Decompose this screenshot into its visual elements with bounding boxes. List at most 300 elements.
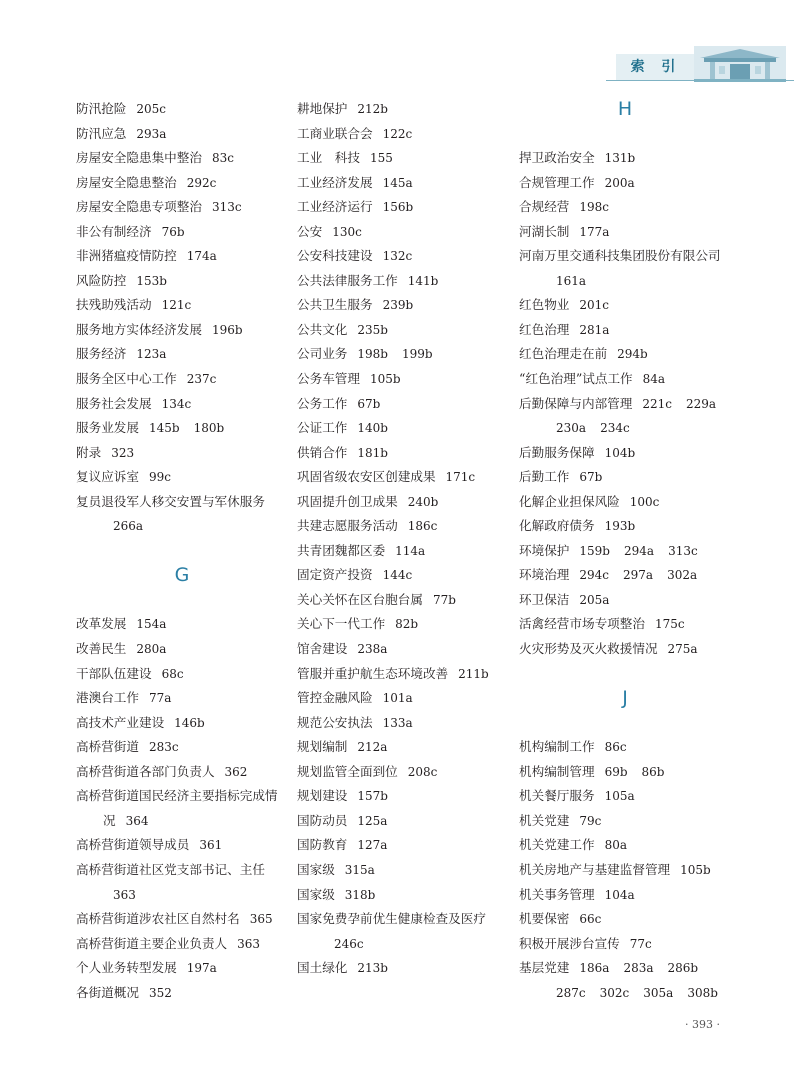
index-entry — [519, 932, 731, 957]
page-reference: 127a — [357, 838, 388, 853]
page-reference: 145b — [148, 421, 180, 436]
entry-term: 红色治理 — [519, 321, 570, 337]
index-entry — [297, 784, 509, 809]
page-reference: 101a — [382, 691, 413, 706]
index-entry — [297, 490, 509, 515]
entry-term: 机构编制工作 — [519, 739, 595, 755]
entry-term: 高桥营街道主要企业负责人 — [76, 935, 228, 951]
index-entry — [297, 293, 509, 318]
entry-term: 捍卫政治安全 — [519, 150, 595, 166]
index-entry — [519, 244, 731, 293]
entry-term: 高桥营街道社区党支部书记、主任 — [76, 861, 265, 877]
index-entry — [76, 956, 288, 981]
entry-term: 规范公安执法 — [297, 714, 373, 730]
page-reference: 365 — [249, 912, 273, 927]
page-reference: 130c — [332, 224, 362, 239]
page-reference: 308b — [687, 985, 718, 1000]
index-entry — [297, 244, 509, 269]
entry-term: 扶残助残活动 — [76, 297, 152, 313]
index-entry — [519, 907, 731, 932]
index-entry — [297, 735, 509, 760]
entry-term: 公安 — [297, 223, 323, 239]
index-entry — [76, 269, 288, 294]
entry-term: 工业经济发展 — [297, 174, 373, 190]
index-entry — [297, 858, 509, 883]
entry-term: 关心关怀在区台胞台属 — [297, 591, 423, 607]
page-reference: 266a — [113, 519, 144, 534]
index-entry — [297, 907, 509, 956]
page-reference: 315a — [344, 862, 375, 877]
index-entry — [519, 637, 731, 662]
page-reference: 66c — [579, 912, 602, 927]
index-column-2 — [297, 97, 509, 981]
page-reference: 237c — [186, 372, 217, 387]
entry-term: 供销合作 — [297, 444, 348, 460]
entry-term: 国土绿化 — [297, 960, 348, 976]
page-reference: 133a — [382, 715, 413, 730]
index-entry — [76, 195, 288, 220]
header-title: 索 引 — [630, 59, 682, 75]
page-reference: 122c — [382, 126, 413, 141]
page-reference: 159b — [579, 543, 610, 558]
index-entry — [519, 809, 731, 834]
page-reference: 146b — [174, 715, 205, 730]
index-entry — [297, 563, 509, 588]
page-reference: 105b — [369, 372, 401, 387]
entry-term: 房屋安全隐患集中整治 — [76, 150, 202, 166]
entry-term: 服务社会发展 — [76, 395, 152, 411]
entry-term: 复议应诉室 — [76, 469, 139, 485]
index-entry — [297, 342, 509, 367]
entry-term: 公共法律服务工作 — [297, 272, 398, 288]
index-entry — [519, 563, 731, 588]
entry-term: 高桥营街道国民经济主要指标完成情况 — [76, 788, 278, 828]
index-entry — [519, 883, 731, 908]
entry-term: 规划编制 — [297, 739, 348, 755]
entry-term: 房屋安全隐患专项整治 — [76, 199, 202, 215]
page-reference: 294c — [579, 568, 609, 583]
page-reference: 69b — [604, 764, 628, 779]
header-tab — [616, 54, 696, 80]
index-entry — [519, 833, 731, 858]
entry-term: 公共卫生服务 — [297, 297, 373, 313]
page-reference: 155 — [369, 151, 393, 166]
index-entry — [76, 367, 288, 392]
page-reference: 198b — [357, 347, 388, 362]
index-entry — [297, 637, 509, 662]
entry-term: 积极开展涉台宣传 — [519, 935, 620, 951]
page-reference: 153b — [136, 273, 167, 288]
page-reference: 193b — [604, 519, 636, 534]
index-entry — [519, 195, 731, 220]
page-reference: 177a — [579, 224, 610, 239]
page-reference: 229a — [685, 396, 717, 411]
page-reference: 105a — [604, 789, 635, 804]
index-entry — [76, 318, 288, 343]
index-entry — [519, 293, 731, 318]
index-entry — [76, 465, 288, 490]
entry-term: 国家免费孕前优生健康检查及医疗 — [297, 911, 486, 927]
page-reference: 82b — [395, 617, 419, 632]
page-reference: 77c — [629, 936, 652, 951]
index-entry — [519, 784, 731, 809]
entry-term: 公务车管理 — [297, 371, 360, 387]
page-reference: 318b — [344, 887, 376, 902]
entry-term: 服务全区中心工作 — [76, 371, 177, 387]
index-entry — [297, 539, 509, 564]
page-reference: 294b — [617, 347, 648, 362]
page-reference: 323 — [111, 445, 135, 460]
page-reference: 77b — [432, 592, 456, 607]
page-reference: 362 — [224, 764, 248, 779]
entry-term: 后勤保障与内部管理 — [519, 395, 633, 411]
page-reference: 201c — [579, 298, 609, 313]
page-reference: 208c — [407, 764, 438, 779]
entry-term: 后勤服务保障 — [519, 444, 595, 460]
index-entry — [297, 441, 509, 466]
page-reference: 313c — [211, 200, 242, 215]
index-entry — [76, 220, 288, 245]
index-entry — [519, 171, 731, 196]
page-reference: 230a — [556, 421, 587, 436]
page-reference: 240b — [407, 494, 439, 509]
entry-term: 机关党建工作 — [519, 837, 595, 853]
entry-term: 规划监管全面到位 — [297, 763, 398, 779]
index-entry — [519, 588, 731, 613]
page-reference: 213b — [357, 961, 388, 976]
index-entry — [76, 981, 288, 1006]
entry-term: 红色物业 — [519, 297, 570, 313]
entry-term: 机关事务管理 — [519, 886, 595, 902]
page-reference: 121c — [161, 298, 192, 313]
entry-term: 干部队伍建设 — [76, 665, 152, 681]
page-reference: 246c — [334, 936, 364, 951]
page-reference: 197a — [186, 961, 217, 976]
page-reference: 234c — [600, 421, 630, 436]
entry-term: 巩固省级农安区创建成果 — [297, 469, 436, 485]
page-reference: 157b — [357, 789, 388, 804]
page-reference: 125a — [357, 813, 388, 828]
page-reference: 186c — [407, 519, 438, 534]
entry-term: 服务经济 — [76, 346, 127, 362]
index-entry — [76, 907, 288, 932]
index-entry — [76, 392, 288, 417]
page-reference: 154a — [136, 617, 167, 632]
index-entry — [297, 588, 509, 613]
index-entry — [297, 686, 509, 711]
index-entry — [297, 883, 509, 908]
index-entry — [297, 809, 509, 834]
entry-term: 服务业发展 — [76, 420, 139, 436]
page-reference: 123a — [136, 347, 167, 362]
entry-term: 固定资产投资 — [297, 567, 373, 583]
index-entry — [519, 858, 731, 883]
page-reference: 287c — [556, 985, 586, 1000]
gate-illustration-icon — [694, 46, 786, 82]
page-number: · 393 · — [685, 1018, 720, 1031]
page-reference: 105b — [680, 862, 711, 877]
page-reference: 302a — [667, 568, 698, 583]
page-reference: 77a — [148, 691, 172, 706]
entry-term: 服务地方实体经济发展 — [76, 321, 202, 337]
page-reference: 302c — [599, 985, 630, 1000]
index-entry — [519, 465, 731, 490]
entry-term: 河南万里交通科技集团股份有限公司 — [519, 248, 721, 264]
index-entry — [76, 735, 288, 760]
index-entry — [297, 514, 509, 539]
index-entry — [297, 146, 509, 171]
entry-term: 共建志愿服务活动 — [297, 518, 398, 534]
index-entry — [76, 342, 288, 367]
entry-term: 工业 科技 — [297, 150, 360, 166]
entry-term: 河湖长制 — [519, 223, 570, 239]
entry-term: 机关房地产与基建监督管理 — [519, 861, 671, 877]
index-entry — [519, 318, 731, 343]
page-reference: 297a — [623, 568, 654, 583]
index-entry — [297, 367, 509, 392]
entry-term: 附录 — [76, 444, 102, 460]
index-entry — [297, 392, 509, 417]
entry-term: 高桥营街道涉农社区自然村名 — [76, 911, 240, 927]
entry-term: 复员退役军人移交安置与军休服务 — [76, 493, 265, 509]
entry-term: 共青团魏都区委 — [297, 542, 386, 558]
entry-term: 机要保密 — [519, 911, 570, 927]
index-entry — [297, 612, 509, 637]
page-reference: 363 — [237, 936, 261, 951]
page-reference: 292c — [186, 175, 217, 190]
entry-term: 火灾形势及灭火救援情况 — [519, 641, 658, 657]
entry-term: 非洲猪瘟疫情防控 — [76, 248, 177, 264]
page-reference: 104b — [604, 445, 636, 460]
page-reference: 156b — [382, 200, 414, 215]
running-header — [606, 46, 794, 84]
index-entry — [76, 416, 288, 441]
page-reference: 294a — [623, 543, 655, 558]
index-entry — [519, 760, 731, 785]
page-reference: 161a — [556, 273, 587, 288]
page-reference: 67b — [579, 470, 603, 485]
index-entry — [76, 171, 288, 196]
page-reference: 181b — [357, 445, 388, 460]
page-reference: 86c — [604, 740, 627, 755]
index-entry — [297, 760, 509, 785]
index-entry — [297, 833, 509, 858]
page-reference: 196b — [211, 322, 243, 337]
index-entry — [297, 956, 509, 981]
page-reference: 76b — [161, 224, 185, 239]
index-entry — [519, 539, 731, 564]
entry-term: 改善民生 — [76, 641, 127, 657]
page-reference: 361 — [199, 838, 223, 853]
index-entry — [297, 711, 509, 736]
index-entry — [519, 146, 731, 171]
index-entry — [297, 171, 509, 196]
page-reference: 281a — [579, 322, 610, 337]
index-entry — [297, 416, 509, 441]
page-reference: 134c — [161, 396, 192, 411]
index-entry — [297, 465, 509, 490]
entry-term: 个人业务转型发展 — [76, 960, 177, 976]
index-entry — [519, 490, 731, 515]
index-entry — [76, 244, 288, 269]
index-entry — [519, 612, 731, 637]
entry-term: 环境保护 — [519, 542, 570, 558]
page-reference: 86b — [641, 764, 665, 779]
page-reference: 67b — [357, 396, 381, 411]
entry-term: 防汛应急 — [76, 125, 127, 141]
entry-term: 高桥营街道领导成员 — [76, 837, 190, 853]
entry-term: 各街道概况 — [76, 984, 139, 1000]
entry-term: 机构编制管理 — [519, 763, 595, 779]
page-reference: 239b — [382, 298, 414, 313]
index-entry — [297, 318, 509, 343]
index-entry — [519, 220, 731, 245]
index-entry — [76, 858, 288, 907]
index-entry — [76, 97, 288, 122]
index-column-3 — [519, 97, 731, 1005]
page-reference: 140b — [357, 421, 388, 436]
index-entry — [76, 612, 288, 637]
index-entry — [76, 490, 288, 539]
page-reference: 144c — [382, 568, 413, 583]
page-reference: 83c — [211, 151, 234, 166]
index-entry — [519, 735, 731, 760]
entry-term: 环卫保洁 — [519, 591, 570, 607]
entry-term: 公司业务 — [297, 346, 348, 362]
index-entry — [297, 269, 509, 294]
entry-term: 房屋安全隐患整治 — [76, 174, 177, 190]
page-reference: 79c — [579, 813, 602, 828]
entry-term: 改革发展 — [76, 616, 127, 632]
page-reference: 364 — [125, 813, 149, 828]
entry-term: 公务工作 — [297, 395, 348, 411]
entry-term: 管服并重护航生态环境改善 — [297, 665, 449, 681]
page-reference: 84a — [642, 372, 666, 387]
page-reference: 280a — [136, 642, 167, 657]
page-reference: 211b — [458, 666, 489, 681]
entry-term: 耕地保护 — [297, 101, 348, 116]
index-entry — [297, 97, 509, 122]
entry-term: 管控金融风险 — [297, 690, 373, 706]
entry-term: 工商业联合会 — [297, 125, 373, 141]
page-reference: 286b — [667, 961, 699, 976]
index-entry — [76, 293, 288, 318]
page-reference: 199b — [401, 347, 433, 362]
entry-term: 红色治理走在前 — [519, 346, 608, 362]
entry-term: 国防教育 — [297, 837, 348, 853]
index-entry — [519, 367, 731, 392]
entry-term: 防汛抢险 — [76, 101, 127, 116]
page-reference: 275a — [667, 642, 698, 657]
entry-term: 合规经营 — [519, 199, 570, 215]
index-entry — [519, 392, 731, 441]
index-entry — [76, 662, 288, 687]
page-reference: 200a — [604, 175, 635, 190]
page-reference: 171c — [445, 470, 476, 485]
page-reference: 180b — [193, 421, 225, 436]
entry-term: 工业经济运行 — [297, 199, 373, 215]
page-reference: 114a — [395, 543, 426, 558]
page-reference: 99c — [148, 470, 171, 485]
entry-term: 风险防控 — [76, 272, 127, 288]
entry-term: “红色治理”试点工作 — [519, 371, 633, 387]
page-reference: 104a — [604, 887, 635, 902]
page-reference: 235b — [357, 322, 388, 337]
index-entry — [519, 342, 731, 367]
page-reference: 174a — [186, 249, 217, 264]
entry-term: 基层党建 — [519, 960, 570, 976]
entry-term: 公共文化 — [297, 321, 348, 337]
entry-term: 国家级 — [297, 886, 335, 902]
page-reference: 175c — [654, 617, 685, 632]
entry-term: 国家级 — [297, 861, 335, 877]
page-reference: 100c — [629, 494, 660, 509]
page-reference: 132c — [382, 249, 413, 264]
index-entry — [76, 686, 288, 711]
entry-term: 化解政府债务 — [519, 518, 595, 534]
entry-term: 公证工作 — [297, 420, 348, 436]
page-reference: 131b — [604, 151, 636, 166]
index-entry — [519, 441, 731, 466]
index-entry — [297, 220, 509, 245]
index-entry — [76, 122, 288, 147]
index-entry — [76, 637, 288, 662]
entry-term: 机关餐厅服务 — [519, 788, 595, 804]
index-entry — [519, 956, 731, 1005]
entry-term: 非公有制经济 — [76, 223, 152, 239]
page-reference: 238a — [357, 642, 388, 657]
entry-term: 高桥营街道 — [76, 739, 139, 755]
section-letter: H — [617, 98, 633, 120]
entry-term: 机关党建 — [519, 812, 570, 828]
page-reference: 313c — [668, 543, 698, 558]
page-reference: 186a — [579, 961, 610, 976]
entry-term: 环境治理 — [519, 567, 570, 583]
page-reference: 363 — [113, 887, 136, 902]
section-letter: G — [174, 564, 190, 587]
index-entry — [76, 760, 288, 785]
entry-term: 馆舍建设 — [297, 641, 348, 657]
page-reference: 221c — [642, 396, 672, 411]
section-letter: J — [622, 687, 628, 710]
page-reference: 141b — [407, 273, 439, 288]
entry-term: 合规管理工作 — [519, 174, 595, 190]
entry-term: 港澳台工作 — [76, 690, 139, 706]
page-reference: 198c — [579, 200, 609, 215]
entry-term: 后勤工作 — [519, 469, 570, 485]
page-reference: 305a — [643, 985, 674, 1000]
page-reference: 293a — [136, 126, 167, 141]
entry-term: 国防动员 — [297, 812, 348, 828]
entry-term: 关心下一代工作 — [297, 616, 386, 632]
index-entry — [76, 932, 288, 957]
entry-term: 规划建设 — [297, 788, 348, 804]
page-reference: 212b — [357, 102, 388, 116]
index-entry — [519, 514, 731, 539]
page-reference: 212a — [357, 740, 388, 755]
index-column-1 — [76, 97, 288, 1005]
index-entry — [297, 122, 509, 147]
page-reference: 352 — [148, 985, 172, 1000]
index-entry — [297, 195, 509, 220]
entry-term: 公安科技建设 — [297, 248, 373, 264]
index-entry — [76, 711, 288, 736]
entry-term: 巩固提升创卫成果 — [297, 493, 398, 509]
index-entry — [76, 833, 288, 858]
index-entry — [297, 662, 509, 687]
page-reference: 205a — [579, 592, 610, 607]
page-reference: 80a — [604, 838, 627, 853]
